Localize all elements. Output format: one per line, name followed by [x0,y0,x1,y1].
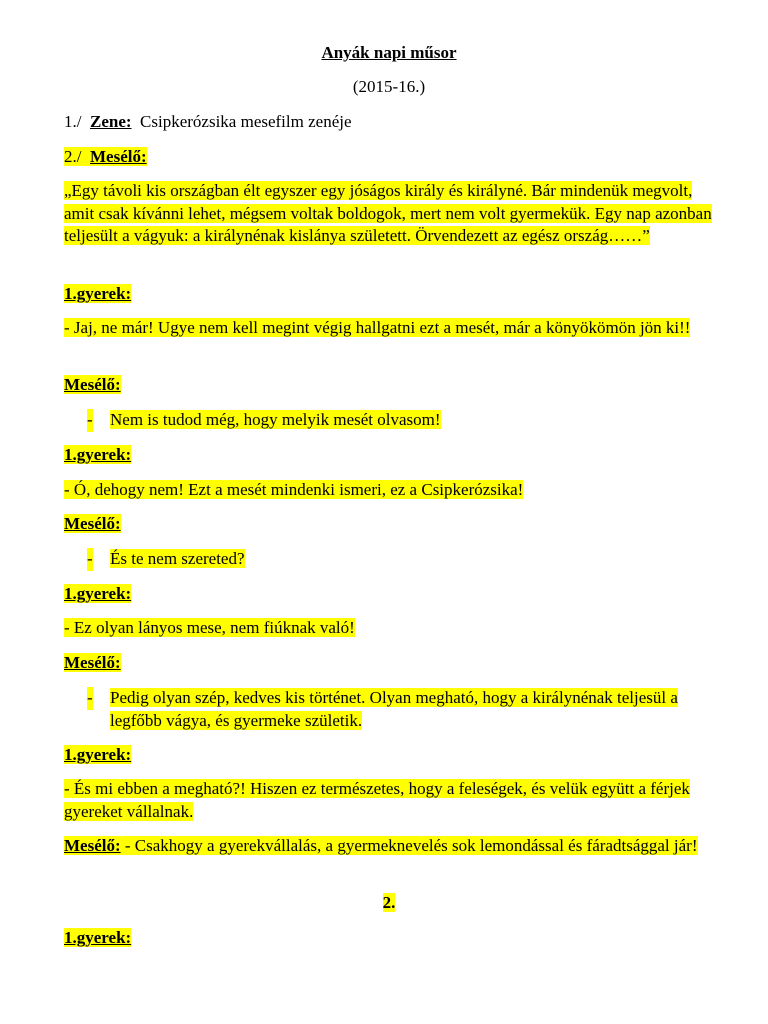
intro-text: „Egy távoli kis országban élt egyszer egy jóságos király és királyné. Bár mindenük megvolt, amit csak kívánni lehet, mégsem voltak boldogok, mert nem volt gyermekük. Egy nap azonban teljesült a vágyuk: a királynénak kislánya született. Örvendezett az egész ország……” [64,181,712,245]
item-1-number: 1./ [64,112,82,131]
title-text: Anyák napi műsor [321,43,457,62]
line-text: Nem is tudod még, hogy melyik mesét olvasom! [110,410,441,429]
speaker-child-2 [64,444,716,467]
section-number-text: 2. [382,893,396,912]
document-year: (2015-16.) [352,77,426,96]
item-2-label: Mesélő: [89,147,147,166]
document-title [0,42,768,65]
speaker-label: 1.gyerek: [64,284,132,303]
line-text: Pedig olyan szép, kedves kis történet. Olyan megható, hogy a királynénak teljesül a legfőbb vágya, és gyermeke születik. [110,688,678,730]
list-dash: - [87,687,93,710]
child-line-4 [64,778,716,823]
line-text: És te nem szereted? [110,549,245,568]
speaker-label: Mesélő: [64,836,121,855]
speaker-label: 1.gyerek: [64,584,132,603]
child-line-2 [64,479,716,502]
line-text: - Csakhogy a gyerekvállalás, a gyermeknevelés sok lemondással és fáradtsággal jár! [120,836,698,855]
section-number-2 [0,892,768,915]
item-1-text: Csipkerózsika mesefilm zenéje [140,112,352,131]
list-dash: - [87,548,93,571]
item-2-number [64,147,147,166]
item-2-narrator [64,146,716,169]
narrator-line-4-wrap [64,836,698,855]
speaker-label: 1.gyerek: [64,928,132,947]
child-line-3 [64,617,716,640]
speaker-child-1 [64,283,716,306]
narrator-line-3 [87,687,717,732]
speaker-child-3 [64,583,716,606]
item-1-label: Zene: [89,112,132,131]
speaker-label: Mesélő: [64,514,121,533]
speaker-narrator-3 [64,652,716,675]
narrator-line-4 [64,835,716,858]
speaker-label: 1.gyerek: [64,445,132,464]
item-1-music [64,111,716,134]
line-text: - Ó, dehogy nem! Ezt a mesét mindenki ismeri, ez a Csipkerózsika! [64,480,524,499]
line-text: - És mi ebben a megható?! Hiszen ez természetes, hogy a feleségek, és velük együtt a férjek gyereket vállalnak. [64,779,690,821]
line-text: - Jaj, ne már! Ugye nem kell megint végig hallgatni ezt a mesét, már a könyökömön jön ki!! [64,318,691,337]
speaker-child-4 [64,744,716,767]
intro-paragraph [64,180,716,248]
line-text: - Ez olyan lányos mese, nem fiúknak való! [64,618,355,637]
speaker-narrator-2 [64,513,716,536]
speaker-label: Mesélő: [64,653,121,672]
speaker-narrator-1 [64,374,716,397]
speaker-label: Mesélő: [64,375,121,394]
speaker-child-5 [64,927,716,950]
item-2-num-text: 2./ [64,147,82,166]
narrator-line-2 [87,548,717,571]
narrator-line-1 [87,409,717,432]
speaker-label: 1.gyerek: [64,745,132,764]
list-dash: - [87,409,93,432]
child-line-1 [64,317,716,340]
